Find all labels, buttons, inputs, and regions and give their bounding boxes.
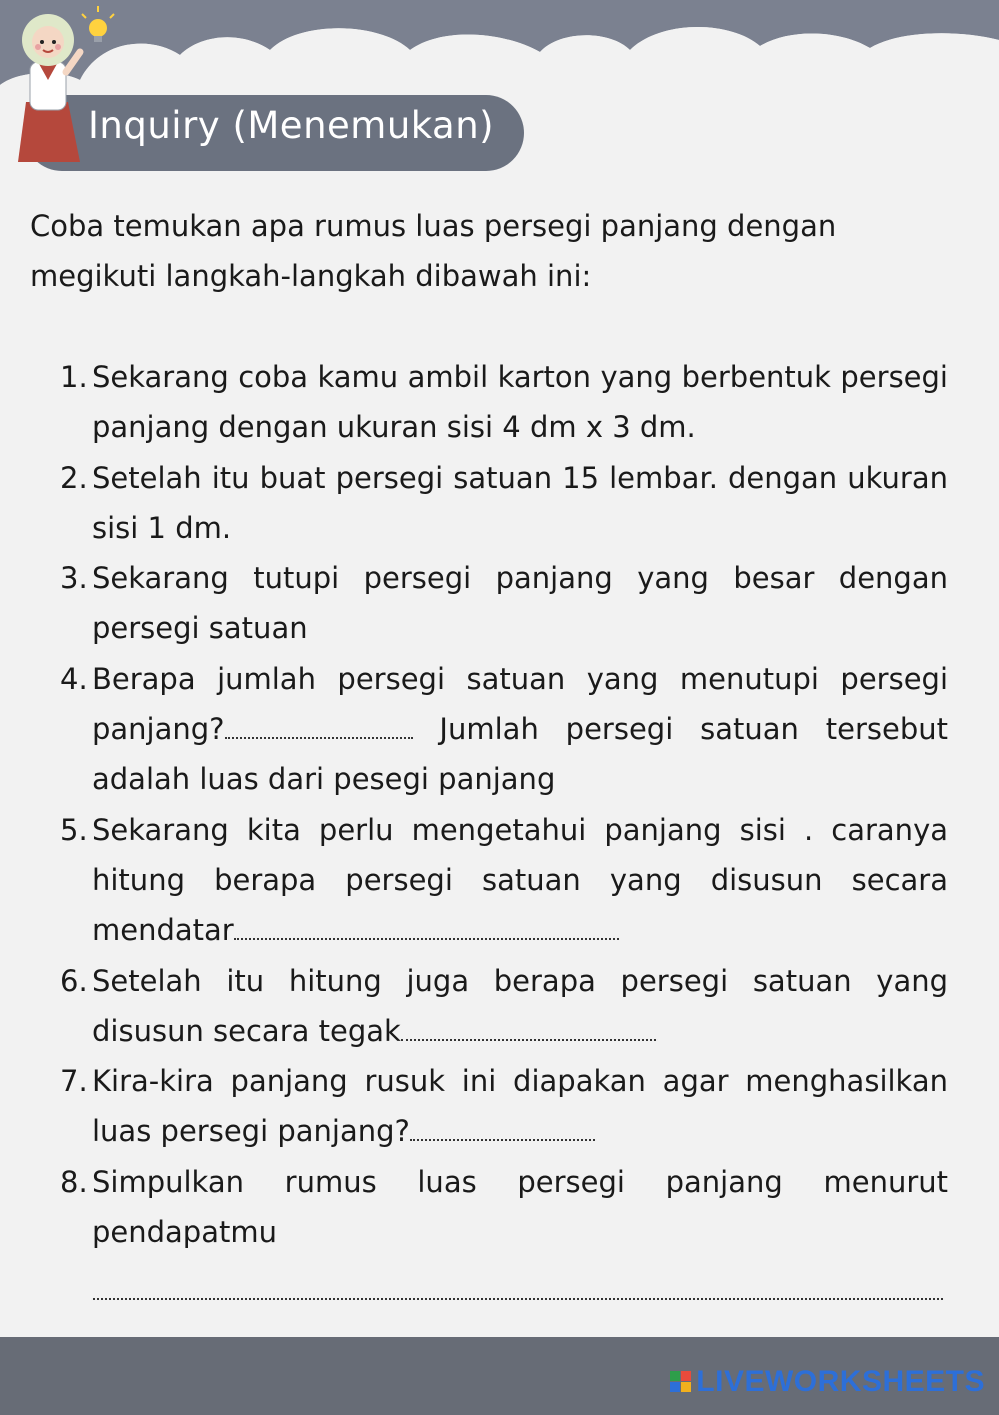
step-text: Setelah itu buat persegi satuan 15 lembar. dengan ukuran sisi 1 dm.	[92, 460, 948, 545]
girl-student-icon	[8, 2, 128, 172]
answer-blank-7[interactable]	[410, 1115, 595, 1141]
step-number: 2.	[60, 460, 88, 495]
step-number: 6.	[60, 963, 88, 998]
step-text-part: Jumlah persegi satuan tersebut adalah luas dari pesegi panjang	[92, 712, 948, 797]
step-number: 1.	[60, 360, 88, 394]
intro-paragraph: Coba temukan apa rumus luas persegi panjang dengan megikuti langkah-langkah dibawah ini:	[30, 209, 837, 293]
list-item	[60, 1056, 948, 1157]
step-number: 3.	[60, 561, 88, 596]
list-item	[60, 352, 948, 453]
step-number: 7.	[60, 1064, 88, 1099]
step-text	[92, 956, 948, 1057]
step-text-part: Berapa jumlah persegi satuan yang menutupi persegi panjang?	[92, 661, 948, 747]
step-text	[92, 805, 948, 956]
step-text: Sekarang coba kamu ambil karton yang berbentuk persegi panjang dengan ukuran sisi 4 dm x 3 dm.	[92, 360, 948, 445]
step-text	[92, 654, 948, 805]
header-banner	[0, 0, 999, 190]
list-item	[60, 553, 948, 654]
answer-blank-6[interactable]	[401, 1015, 656, 1041]
list-item	[60, 453, 948, 554]
answer-blank-4[interactable]	[225, 713, 413, 739]
step-text-part: Setelah itu hitung juga berapa persegi satuan yang disusun secara tegak	[92, 963, 948, 1048]
steps-list	[60, 352, 948, 1257]
footer-bar	[0, 1337, 999, 1415]
step-number: 8.	[60, 1164, 88, 1199]
page-title: Inquiry (Menemukan)	[88, 104, 495, 147]
list-item	[60, 805, 948, 956]
step-text: Simpulkan rumus luas persegi panjang menurut pendapatmu	[92, 1164, 948, 1250]
answer-blank-8[interactable]	[93, 1298, 943, 1300]
brand-name: LIVEWORKSHEETS	[696, 1365, 985, 1398]
step-number: 4.	[60, 661, 88, 696]
step-number: 5.	[60, 812, 88, 847]
step-text-part: Sekarang kita perlu mengetahui panjang sisi . caranya hitung berapa persegi satuan yang disusun secara mendatar	[92, 812, 948, 948]
liveworksheets-logo-icon	[670, 1371, 692, 1393]
list-item	[60, 1157, 948, 1258]
list-item	[60, 956, 948, 1057]
step-text: Sekarang tutupi persegi panjang yang besar dengan persegi satuan	[92, 561, 948, 646]
answer-blank-5[interactable]	[234, 914, 619, 940]
lightbulb-icon	[89, 19, 107, 37]
step-text-part: Kira-kira panjang rusuk ini diapakan agar menghasilkan luas persegi panjang?	[92, 1064, 948, 1149]
liveworksheets-brand[interactable]	[670, 1365, 985, 1399]
list-item	[60, 654, 948, 805]
step-text	[92, 1056, 948, 1157]
